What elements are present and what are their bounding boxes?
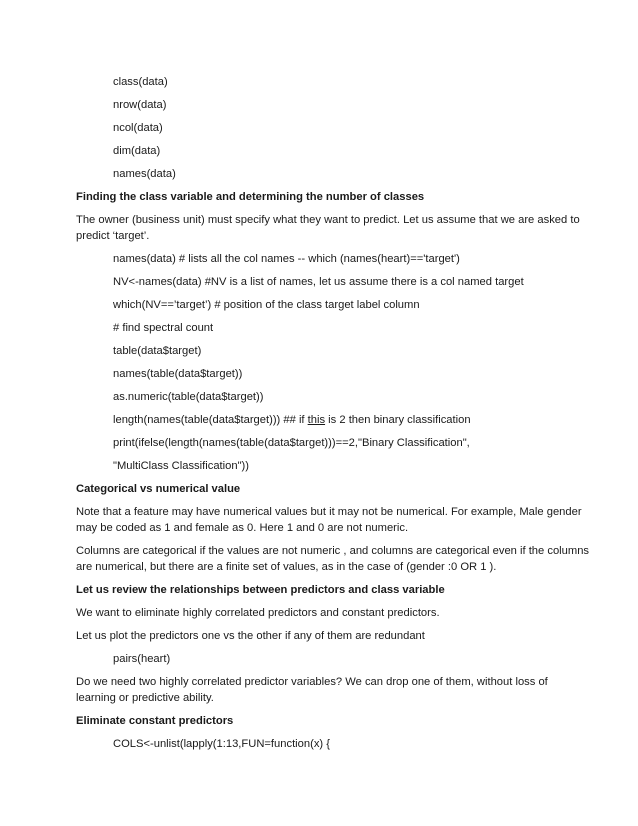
paragraph-line: Let us plot the predictors one vs the other if any of them are redundant xyxy=(76,630,425,642)
code-line: COLS<-unlist(lapply(1:13,FUN=function(x) { xyxy=(113,738,331,750)
code-text: length(names(table(data$target))) ## if xyxy=(113,414,308,426)
code-line: names(data) xyxy=(113,168,176,180)
code-line: NV<-names(data) #NV is a list of names, let us assume there is a col named target xyxy=(113,276,524,288)
code-line-length xyxy=(113,413,471,427)
section-heading: Finding the class variable and determining the number of classes xyxy=(76,191,425,203)
paragraph-line: We want to eliminate highly correlated predictors and constant predictors. xyxy=(76,607,440,619)
paragraph-line: learning or predictive ability. xyxy=(76,692,214,704)
paragraph-line: The owner (business unit) must specify what they want to predict. Let us assume that we are asked to xyxy=(76,214,580,226)
paragraph-line: predict ‘target’. xyxy=(76,230,150,242)
section-heading: Let us review the relationships between predictors and class variable xyxy=(76,584,445,596)
code-line: table(data$target) xyxy=(113,345,202,357)
paragraph-line: Columns are categorical if the values are not numeric , and columns are categorical even if the columns xyxy=(76,545,590,557)
section-heading: Eliminate constant predictors xyxy=(76,715,234,727)
underlined-word: this xyxy=(307,414,326,426)
code-line: ncol(data) xyxy=(113,122,163,134)
paragraph-line: Do we need two highly correlated predictor variables? We can drop one of them, without loss of xyxy=(76,676,548,688)
code-line: which(NV==’target’) # position of the class target label column xyxy=(113,299,420,311)
code-line: as.numeric(table(data$target)) xyxy=(113,391,264,403)
code-line: names(data) # lists all the col names -- which (names(heart)=='target') xyxy=(113,253,460,265)
code-line: names(table(data$target)) xyxy=(113,368,243,380)
code-line: dim(data) xyxy=(113,145,161,157)
code-line: pairs(heart) xyxy=(113,653,171,665)
code-line: # find spectral count xyxy=(113,322,214,334)
code-line: class(data) xyxy=(113,76,168,88)
code-line: print(ifelse(length(names(table(data$target)))==2,"Binary Classification", xyxy=(113,437,470,449)
code-line: "MultiClass Classification")) xyxy=(113,460,250,472)
code-line: nrow(data) xyxy=(113,99,167,111)
paragraph-line: Note that a feature may have numerical values but it may not be numerical. For example, Male gender xyxy=(76,506,582,518)
paragraph-line: are numerical, but there are a finite set of values, as in the case of (gender :0 OR 1 ). xyxy=(76,561,497,573)
code-text: is 2 then binary classification xyxy=(325,414,471,426)
section-heading: Categorical vs numerical value xyxy=(76,483,241,495)
paragraph-line: may be coded as 1 and female as 0. Here 1 and 0 are not numeric. xyxy=(76,522,409,534)
